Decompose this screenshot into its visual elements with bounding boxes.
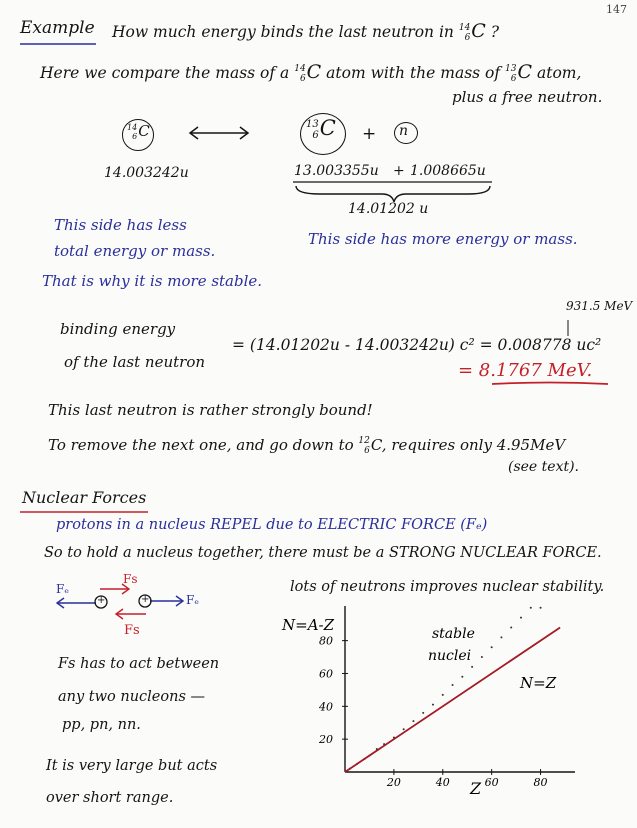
c14-mass-2: 14: [294, 64, 306, 74]
c14-circle-atomic: 6: [132, 132, 138, 141]
fs-top: Fs: [123, 572, 138, 586]
compare-post: atom,: [536, 64, 582, 82]
c13-mass: 13: [505, 64, 517, 74]
stable-point: [481, 656, 483, 658]
annotation-nuclei: nuclei: [428, 648, 472, 664]
c13-circle-symbol: C: [319, 116, 336, 140]
right-plus: +: [393, 163, 405, 179]
stable-point: [530, 607, 532, 609]
free-neutron-line: plus a free neutron.: [452, 88, 603, 106]
binding-label-1: binding energy: [60, 320, 176, 338]
binding-result: = 8.1767 MeV.: [458, 360, 593, 381]
repel-line: protons in a nucleus REPEL due to ELECTRIC FORCE (Fₑ): [56, 517, 488, 533]
mev-note: 931.5 MeV: [566, 299, 633, 313]
c14-symbol-2: C: [306, 61, 322, 83]
stable-point: [422, 712, 424, 714]
see-text: (see text).: [508, 459, 580, 475]
c12-atomic: 6: [364, 446, 370, 456]
right-mass-a: 13.003355u: [294, 163, 379, 179]
left-note-1: This side has less: [54, 216, 187, 234]
right-mass-b: 1.008665u: [410, 163, 486, 179]
right-sum: 14.01202 u: [348, 201, 429, 217]
compare-mid: atom with the mass of: [326, 64, 501, 82]
fs-text-3: pp, pn, nn.: [62, 717, 141, 733]
stable-point: [471, 666, 473, 668]
stable-point: [461, 676, 463, 678]
stable-point: [442, 694, 444, 696]
stable-point: [500, 636, 502, 638]
x-axis-label: Z: [470, 779, 482, 798]
left-note-3: That is why it is more stable.: [42, 272, 263, 290]
c14-atomic: 6: [464, 33, 471, 43]
left-mass: 14.003242u: [104, 165, 189, 181]
c13-symbol: C: [517, 61, 533, 83]
c13-circle-atomic: 6: [312, 129, 319, 141]
fe-right: Fₑ: [186, 593, 199, 607]
y-tick-label: 80: [319, 634, 333, 648]
left-note-2: total energy or mass.: [54, 242, 216, 260]
equation: = (14.01202u - 14.003242u) c² = 0.008778 uc²: [232, 336, 602, 354]
question-post: ?: [490, 23, 500, 41]
c14-atomic-2: 6: [299, 74, 306, 84]
remove-post: C, requires only 4.95MeV: [370, 436, 566, 454]
x-tick-label: 80: [533, 776, 548, 789]
x-tick-label: 40: [435, 776, 450, 789]
c14-circle-mass: 14: [127, 123, 138, 132]
fe-left: Fₑ: [56, 582, 69, 596]
nuclear-heading: Nuclear Forces: [22, 488, 147, 507]
c14-circle-symbol: C: [138, 122, 150, 140]
y-tick-label: 40: [319, 700, 333, 714]
x-tick-label: 20: [386, 776, 401, 789]
y-tick-label: 60: [319, 667, 333, 681]
strong-line: This last neutron is rather strongly bound!: [48, 401, 373, 419]
proton-2: +: [141, 594, 150, 605]
proton-1: +: [97, 595, 106, 606]
page-number: 147: [606, 3, 627, 16]
example-label: Example: [20, 18, 95, 38]
y-axis-label: N=A-Z: [282, 616, 335, 634]
question-pre: How much energy binds the last neutron in: [112, 23, 454, 41]
c13-atomic: 6: [510, 74, 517, 84]
stable-point: [540, 607, 542, 609]
binding-label-2: of the last neutron: [64, 353, 206, 371]
annotation-n-equals-z: N=Z: [520, 674, 557, 692]
range-text-1: It is very large but acts: [46, 758, 218, 774]
c12-mass: 12: [358, 436, 370, 446]
right-note: This side has more energy or mass.: [308, 230, 578, 248]
stable-point: [403, 728, 405, 730]
range-text-2: over short range.: [46, 790, 174, 806]
fs-text-1: Fs has to act between: [58, 656, 220, 672]
fs-bottom: Fs: [124, 623, 140, 638]
x-tick-label: 60: [484, 776, 499, 789]
neutron-symbol: n: [399, 123, 409, 139]
c14-symbol: C: [471, 20, 486, 42]
stable-point: [452, 684, 454, 686]
fs-text-2: any two nucleons —: [58, 689, 205, 705]
stable-point: [510, 626, 512, 628]
stable-point: [412, 720, 414, 722]
annotation-stable: stable: [432, 626, 475, 642]
neutrons-line: lots of neutrons improves nuclear stability.: [290, 579, 605, 595]
c14-mass: 14: [458, 23, 471, 33]
plus-sign: +: [362, 124, 377, 144]
stable-point: [491, 646, 493, 648]
y-tick-label: 20: [319, 733, 333, 747]
stable-point: [520, 617, 522, 619]
strong-force-line: So to hold a nucleus together, there must be a STRONG NUCLEAR FORCE.: [44, 545, 602, 561]
remove-pre: To remove the next one, and go down to: [48, 436, 354, 454]
stable-point: [432, 704, 434, 706]
compare-pre: Here we compare the mass of a: [40, 64, 290, 82]
c13-circle-mass: 13: [306, 118, 319, 130]
